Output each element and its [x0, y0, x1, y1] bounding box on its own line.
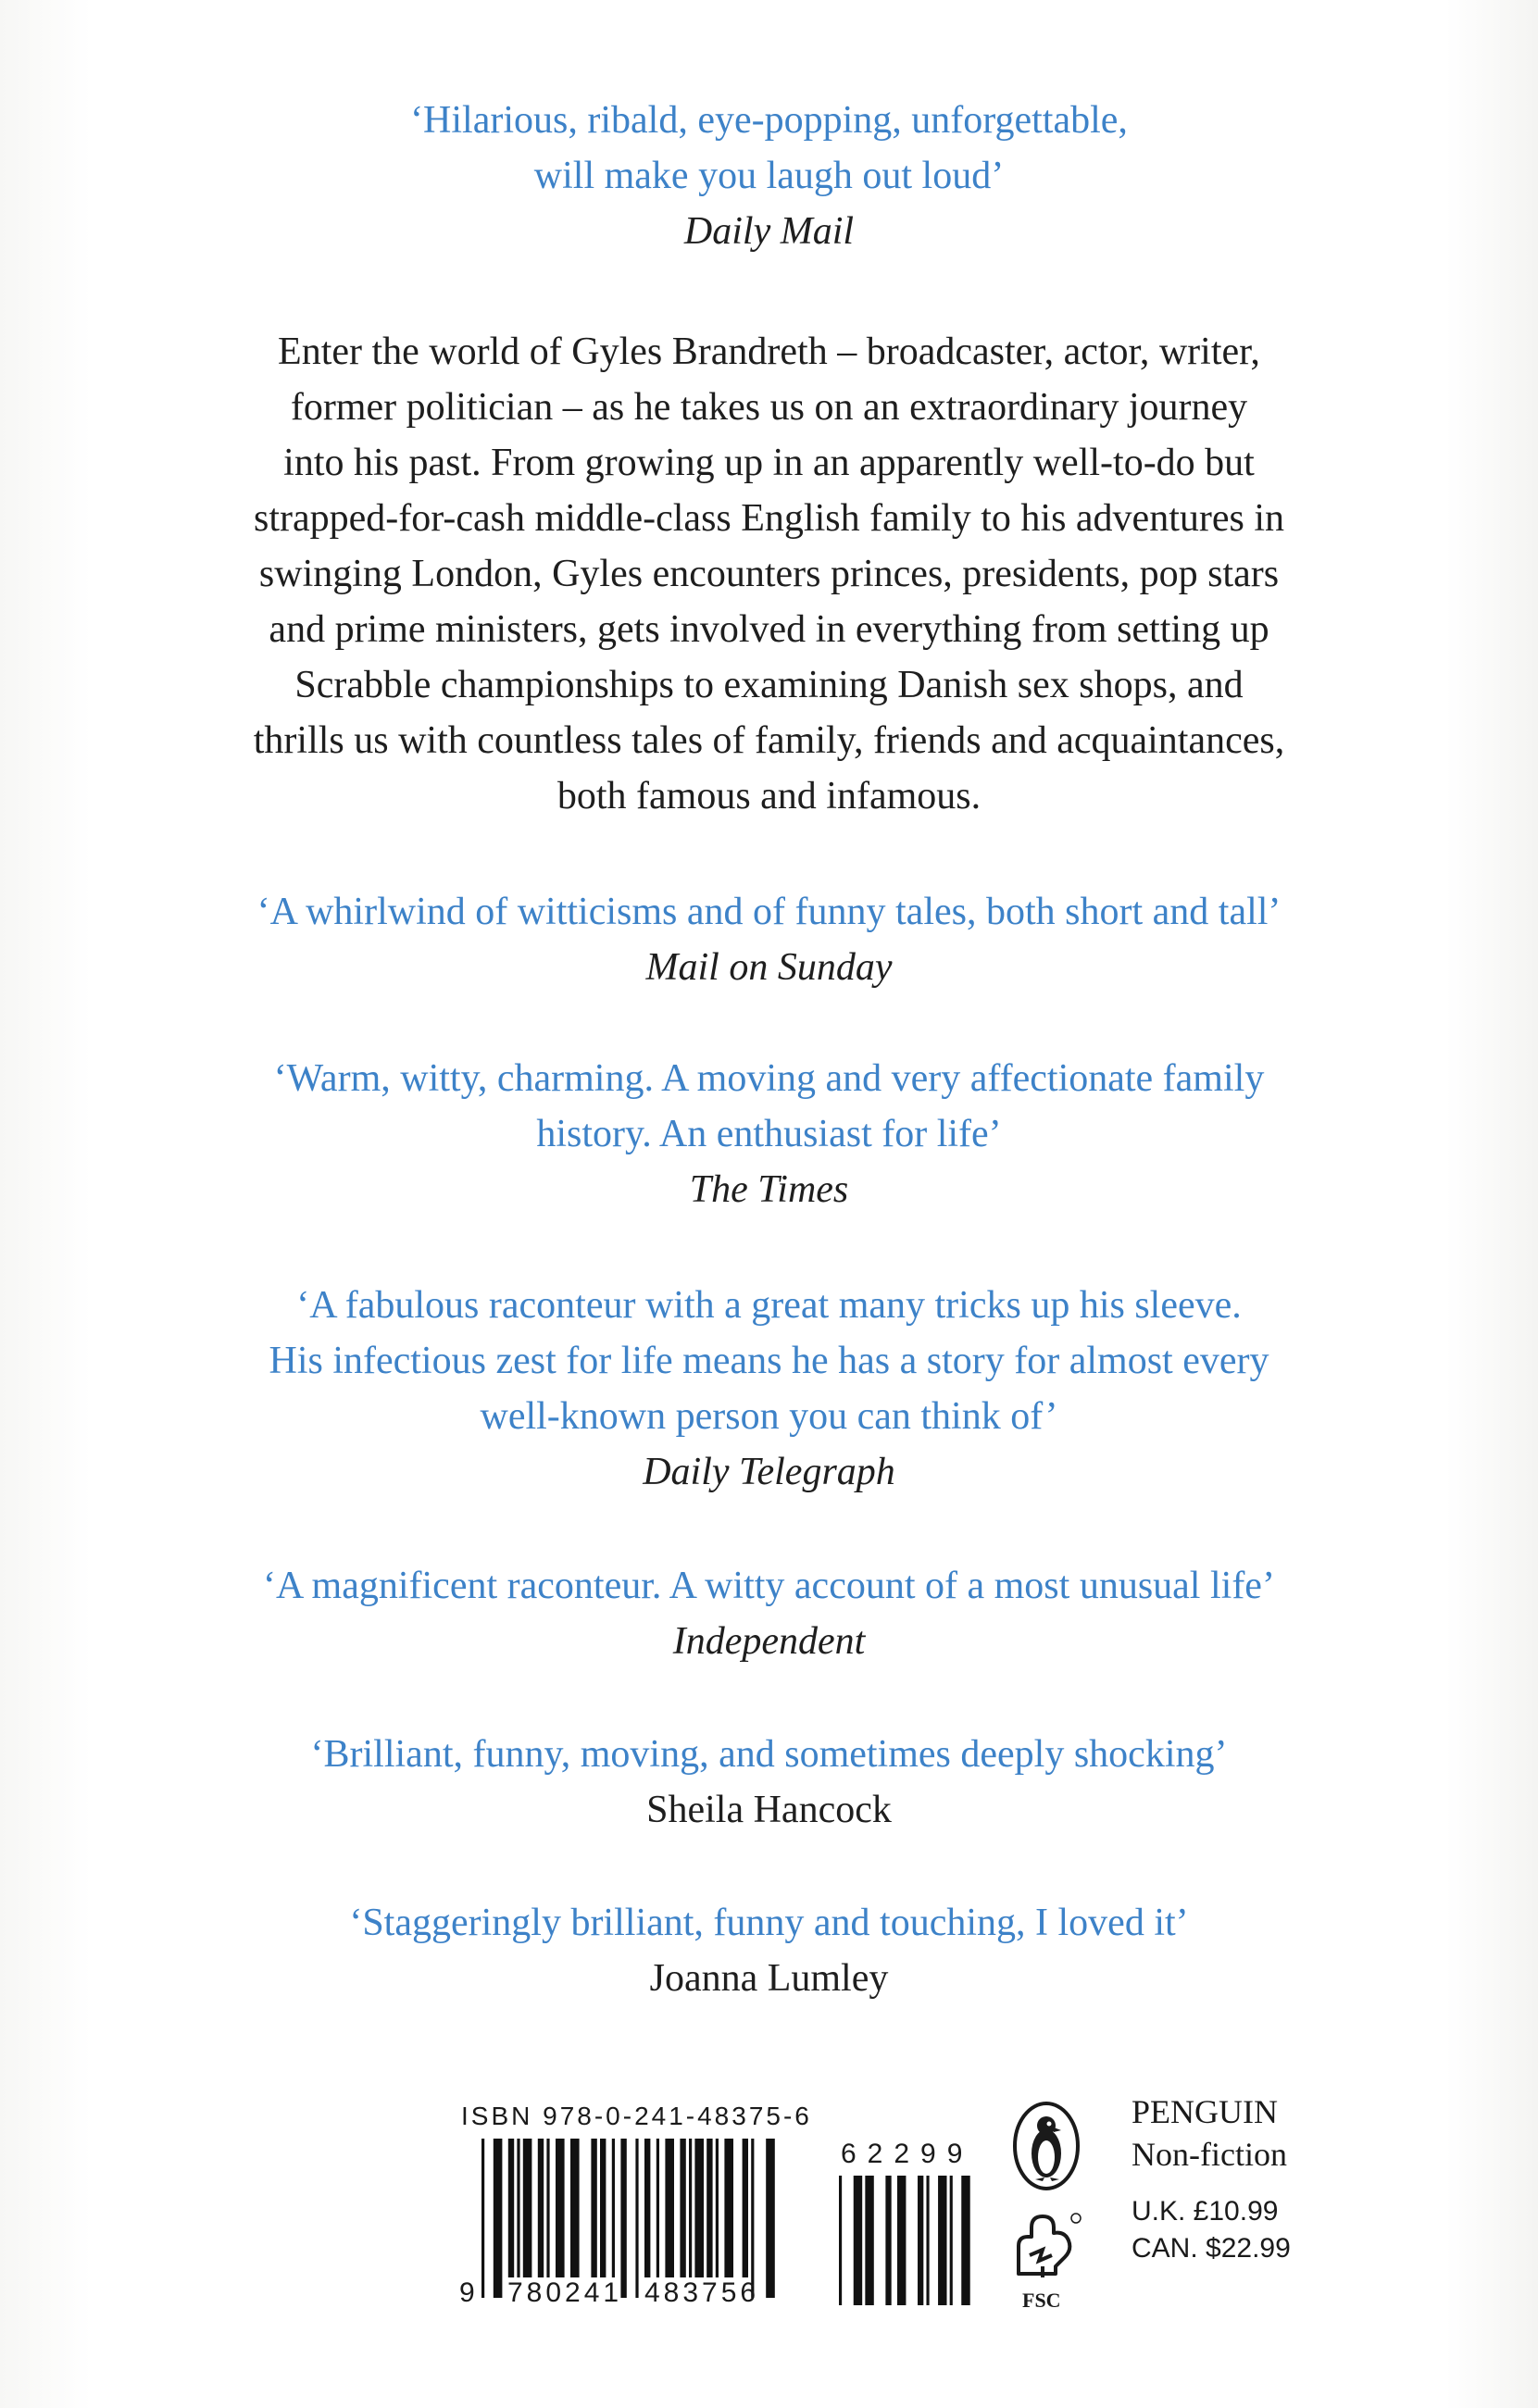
blurb-line: strapped-for-cash middle-class English family to his adventures in: [253, 497, 1285, 540]
price-uk: U.K. £10.99: [1132, 2196, 1279, 2227]
ean-right-digits: 483756: [644, 2277, 760, 2308]
isbn-label: ISBN 978-0-241-48375-6: [461, 2102, 812, 2130]
review-quote-line: ‘Staggeringly brilliant, funny and touching, I loved it’: [349, 1902, 1189, 1944]
barcode-bar: [644, 2139, 650, 2277]
lead-quote-line: ‘Hilarious, ribald, eye-popping, unforgettable,: [410, 99, 1128, 142]
ean-first-digit: 9: [459, 2277, 479, 2308]
blurb-line: Enter the world of Gyles Brandreth – broadcaster, actor, writer,: [278, 331, 1260, 373]
barcode-bar: [635, 2139, 638, 2298]
price-can: CAN. $22.99: [1132, 2233, 1291, 2264]
review-source: Joanna Lumley: [649, 1957, 889, 2000]
review-quote-line: ‘A magnificent raconteur. A witty account of a most unusual life’: [263, 1565, 1275, 1607]
barcode-bar: [689, 2139, 692, 2277]
barcode-bar: [612, 2139, 615, 2277]
review-quote-line: ‘Warm, witty, charming. A moving and very affectionate family: [273, 1057, 1265, 1100]
barcode-bar: [600, 2139, 606, 2277]
blurb-line: swinging London, Gyles encounters princes, presidents, pop stars: [258, 553, 1280, 595]
barcode-bar: [938, 2176, 946, 2305]
review-source: The Times: [689, 1168, 849, 1211]
barcode-bar: [620, 2139, 626, 2298]
barcode-bar: [523, 2139, 532, 2277]
barcode-bar: [508, 2139, 514, 2277]
review-independent: [0, 1558, 1538, 1669]
barcode-bar: [556, 2139, 565, 2277]
barcode-bar: [897, 2176, 906, 2305]
barcode-bar: [885, 2176, 891, 2305]
barcode-bar: [839, 2176, 842, 2305]
barcode-bar: [570, 2139, 580, 2277]
barcode-bar: [766, 2139, 775, 2298]
barcode-bar: [950, 2176, 953, 2305]
barcode-bar: [918, 2176, 923, 2305]
barcode-bar: [751, 2139, 754, 2298]
lead-quote-block: [0, 93, 1538, 259]
blurb-line: into his past. From growing up in an apparently well-to-do but: [283, 442, 1255, 484]
barcode-bar: [926, 2176, 929, 2305]
blurb-line: Scrabble championships to examining Danish sex shops, and: [294, 664, 1244, 706]
barcode-bar: [494, 2139, 503, 2298]
barcode-bar: [716, 2139, 719, 2277]
barcode-bar: [854, 2176, 862, 2305]
review-daily-telegraph: [0, 1278, 1538, 1500]
lead-quote-line: will make you laugh out loud’: [533, 155, 1005, 197]
review-source: Daily Telegraph: [643, 1451, 895, 1493]
barcode-bar: [865, 2176, 873, 2305]
barcode-bar: [694, 2139, 704, 2277]
review-sheila-hancock: [0, 1727, 1538, 1838]
addon-digits: 62299: [841, 2139, 974, 2169]
review-quote-line: His infectious zest for life means he has a story for almost every: [269, 1340, 1269, 1382]
review-quote-line: history. An enthusiast for life’: [536, 1113, 1002, 1155]
lead-quote-source: Daily Mail: [683, 210, 855, 253]
barcode-bar: [706, 2139, 712, 2277]
publisher-name: PENGUIN: [1132, 2093, 1278, 2130]
barcode-bar: [656, 2139, 659, 2277]
review-mail-on-sunday: [0, 884, 1538, 995]
barcode-bar: [680, 2139, 685, 2277]
barcode-bar: [517, 2139, 519, 2277]
review-quote-line: ‘A fabulous raconteur with a great many tricks up his sleeve.: [296, 1284, 1242, 1327]
barcode-bar: [591, 2139, 596, 2277]
review-quote-line: well-known person you can think of’: [480, 1395, 1058, 1438]
review-joanna-lumley: [0, 1895, 1538, 2006]
barcode-bar: [961, 2176, 969, 2305]
barcode-bar: [546, 2139, 549, 2277]
review-source: Sheila Hancock: [646, 1789, 892, 1831]
blurb-line: both famous and infamous.: [556, 775, 982, 817]
barcode-bar: [724, 2139, 733, 2277]
ean-left-digits: 780241: [507, 2277, 623, 2308]
blurb-line: former politician – as he takes us on an extraordinary journey: [290, 386, 1248, 429]
blurb-line: thrills us with countless tales of family, friends and acquaintances,: [253, 719, 1285, 762]
review-quote-line: ‘A whirlwind of witticisms and of funny tales, both short and tall’: [256, 891, 1282, 933]
review-the-times: [0, 1051, 1538, 1217]
fsc-label: FSC: [1022, 2289, 1061, 2312]
penguin-logo-icon: [1011, 2100, 1082, 2192]
price-addon-barcode: [839, 2176, 976, 2305]
review-quote-line: ‘Brilliant, funny, moving, and sometimes deeply shocking’: [310, 1733, 1228, 1776]
blurb-line: and prime ministers, gets involved in everything from setting up: [269, 608, 1269, 651]
blurb-paragraph: [0, 324, 1538, 824]
barcode-bar: [481, 2139, 484, 2298]
review-source: Independent: [672, 1620, 866, 1663]
book-category: Non-fiction: [1132, 2136, 1287, 2173]
fsc-tree-icon: [1011, 2209, 1083, 2287]
barcode-bar: [538, 2139, 544, 2277]
review-source: Mail on Sunday: [645, 946, 893, 989]
barcode-bar: [665, 2139, 674, 2277]
barcode-bar: [743, 2139, 748, 2277]
